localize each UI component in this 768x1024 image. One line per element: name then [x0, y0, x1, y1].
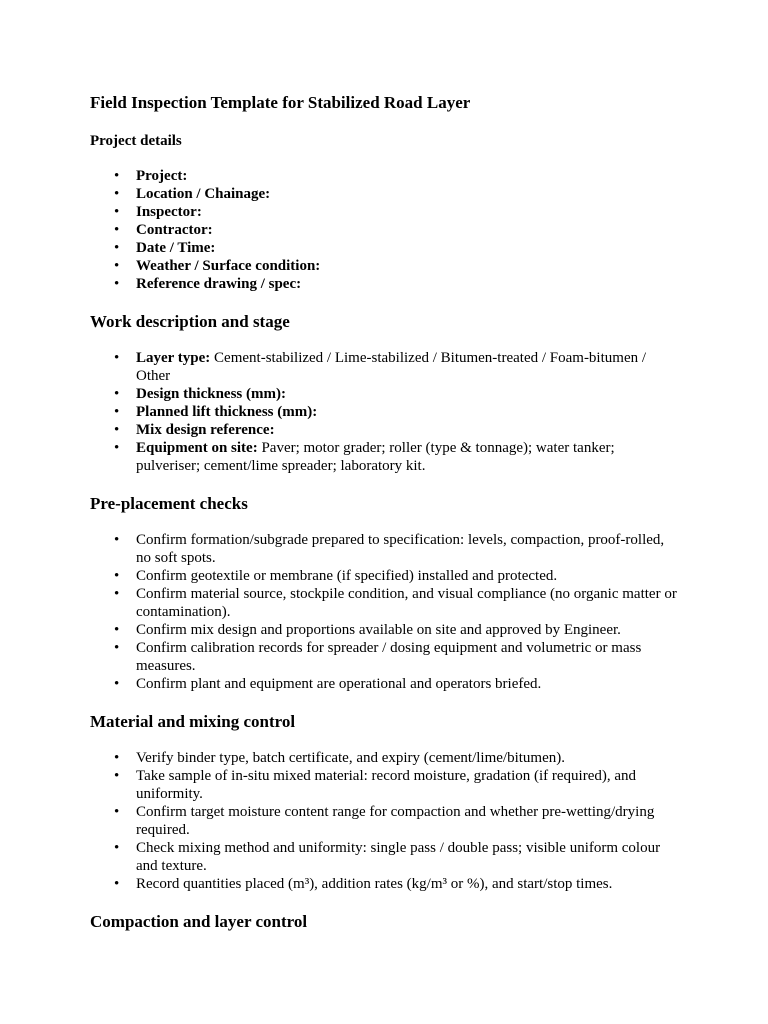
list-item: [136, 421, 678, 439]
list-item: • Confirm geotextile or membrane (if specified) installed and protected.: [136, 567, 678, 585]
pre-placement-heading: Pre-placement checks: [90, 494, 248, 513]
list-item: [136, 403, 678, 421]
list-item: [136, 239, 678, 257]
field-value: Cement-stabilized / Lime-stabilized / Bitumen-treated / Foam-bitumen / Other: [136, 350, 647, 384]
compaction-heading: Compaction and layer control: [90, 912, 308, 931]
list-item: [136, 275, 678, 293]
field-label: Location / Chainage:: [136, 186, 271, 202]
list-item: • Verify binder type, batch certificate, and expiry (cement/lime/bitumen).: [136, 749, 678, 767]
field-label: Equipment on site:: [136, 440, 258, 456]
list-item: • Confirm target moisture content range for compaction and whether pre-wetting/drying required.: [136, 803, 678, 839]
field-label: Planned lift thickness (mm):: [136, 404, 318, 420]
list-item: • Confirm calibration records for spreader / dosing equipment and volumetric or mass measures.: [136, 639, 678, 675]
pre-placement-list: [90, 531, 678, 693]
list-item: • Take sample of in-situ mixed material: record moisture, gradation (if required), and uniformity.: [136, 767, 678, 803]
list-item: • Check mixing method and uniformity: single pass / double pass; visible uniform colour and texture.: [136, 839, 678, 875]
project-details-heading: Project details: [90, 133, 182, 149]
material-mixing-heading: Material and mixing control: [90, 712, 296, 731]
field-label: Design thickness (mm):: [136, 386, 286, 402]
list-item: • Confirm plant and equipment are operational and operators briefed.: [136, 675, 678, 693]
work-description-list: [90, 349, 678, 475]
field-label: Reference drawing / spec:: [136, 276, 302, 292]
list-item: [136, 167, 678, 185]
document-title: Field Inspection Template for Stabilized Road Layer: [90, 93, 471, 112]
list-item: [136, 221, 678, 239]
field-label: Project:: [136, 168, 188, 184]
list-item: • Record quantities placed (m³), addition rates (kg/m³ or %), and start/stop times.: [136, 875, 678, 893]
field-label: Contractor:: [136, 222, 213, 238]
list-item: [136, 349, 678, 385]
project-details-list: [90, 167, 678, 293]
list-item: • Confirm formation/subgrade prepared to specification: levels, compaction, proof-rolled, no soft spots.: [136, 531, 678, 567]
work-description-heading: Work description and stage: [90, 312, 290, 331]
field-value: Paver; motor grader; roller (type & tonnage); water tanker; pulveriser; cement/lime spreader; laboratory kit.: [136, 440, 615, 474]
field-label: Layer type:: [136, 350, 211, 366]
list-item: • Confirm material source, stockpile condition, and visual compliance (no organic matter or contamination).: [136, 585, 678, 621]
field-label: Weather / Surface condition:: [136, 258, 321, 274]
field-label: Mix design reference:: [136, 422, 275, 438]
list-item: [136, 185, 678, 203]
material-mixing-list: [90, 749, 678, 893]
field-label: Date / Time:: [136, 240, 216, 256]
list-item: [136, 257, 678, 275]
list-item: [136, 385, 678, 403]
list-item: • Confirm mix design and proportions available on site and approved by Engineer.: [136, 621, 678, 639]
list-item: [136, 203, 678, 221]
field-label: Inspector:: [136, 204, 202, 220]
list-item: [136, 439, 678, 475]
